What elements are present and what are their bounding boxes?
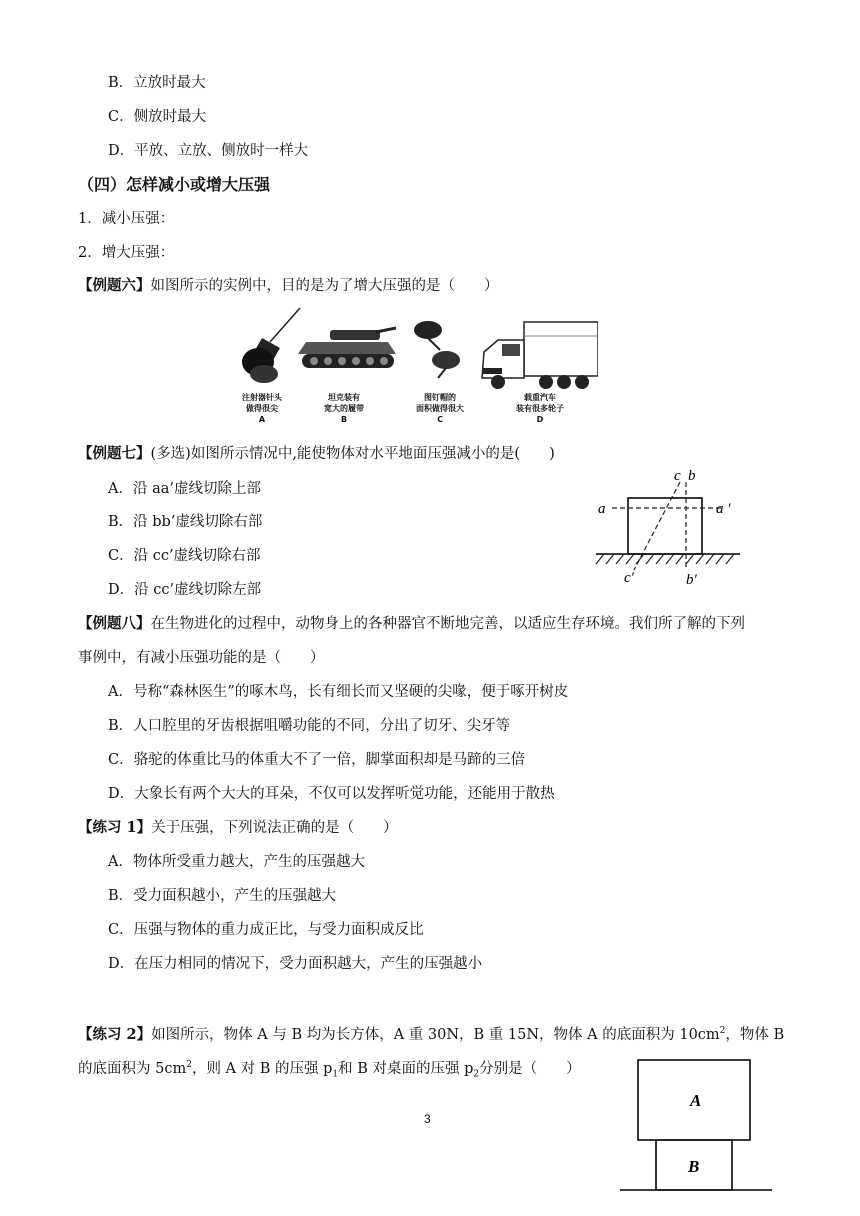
ex8-option-d: D．大象长有两个大大的耳朵，不仅可以发挥听觉功能，还能用于散热: [108, 786, 555, 802]
page-number: 3: [424, 1112, 431, 1126]
example-6-question: 【例题六】如图所示的实例中，目的是为了增大压强的是（ ）: [78, 277, 499, 294]
ex7-option-d: D．沿 cc’虚线切除左部: [108, 582, 262, 598]
ex7-option-c: C．沿 cc’虚线切除右部: [108, 548, 261, 564]
label-b: b: [688, 468, 696, 484]
tank-icon: [298, 328, 396, 368]
example-8-question-line1: 【例题八】在生物进化的过程中，动物身上的各种器官不断地完善，以适应生存环境。我们所了解的下列: [78, 615, 745, 632]
pr1-option-b: B．受力面积越小，产生的压强越大: [108, 888, 337, 904]
thumbtack-icon: [414, 321, 460, 378]
box-a-label: A: [690, 1091, 702, 1110]
ex8-option-c: C．骆驼的体重比马的体重大不了一倍，脚掌面积却是马蹄的三倍: [108, 752, 526, 768]
option-d: D．平放、立放、侧放时一样大: [108, 143, 309, 159]
label-c-prime: c′: [624, 570, 634, 586]
label-b-prime: b′: [686, 572, 697, 588]
example-7-question: 【例题七】(多选)如图所示情况中,能使物体对水平地面压强减小的是( ): [78, 445, 555, 462]
example-8-question-line2: 事例中，有减小压强功能的是（ ）: [78, 650, 325, 666]
pr1-option-a: A．物体所受重力越大，产生的压强越大: [108, 854, 365, 870]
option-c: C．侧放时最大: [108, 109, 207, 125]
syringe-icon: [242, 308, 300, 383]
ex7-option-b: B．沿 bb’虚线切除右部: [108, 514, 263, 530]
practice-2-question-line2: 的底面积为 $5cm^2$，则 A 对 B 的压强 $p_1$和 B 对桌面的压强 $p_2$分别是（ ）: [78, 1060, 581, 1080]
caption-a: 注射器针头 做得很尖 A: [242, 393, 282, 424]
example-7-figure: [590, 466, 750, 590]
ex8-option-b: B．人口腔里的牙齿根据咀嚼功能的不同，分出了切牙、尖牙等: [108, 718, 511, 734]
ex8-option-a: A．号称“森林医生”的啄木鸟，长有细长而又坚硬的尖喙，便于啄开树皮: [108, 684, 569, 700]
practice-2-figure: [616, 1050, 776, 1200]
label-a: a: [598, 501, 606, 517]
section-title: （四）怎样减小或增大压强: [78, 175, 271, 194]
label-c: c: [674, 468, 681, 484]
truck-icon: [482, 322, 598, 389]
caption-d: 载重汽车 装有很多轮子 D: [516, 393, 564, 424]
reduce-pressure-item: 1．减小压强：: [78, 211, 175, 227]
box-b-label: B: [688, 1157, 700, 1176]
option-b: B．立放时最大: [108, 75, 206, 91]
practice-1-question: 【练习 1】关于压强，下列说法正确的是（ ）: [78, 819, 398, 836]
caption-b: 坦克装有 宽大的履带 B: [324, 393, 364, 424]
label-a-prime: a ′: [716, 501, 731, 517]
increase-pressure-item: 2．增大压强：: [78, 245, 175, 261]
pr1-option-c: C．压强与物体的重力成正比，与受力面积成反比: [108, 922, 424, 938]
pr1-option-d: D．在压力相同的情况下，受力面积越大，产生的压强越小: [108, 956, 483, 972]
practice-2-question-line1: 【练习 2】如图所示，物体 A 与 B 均为长方体，A 重 30N，B 重 15N，物体 A 的底面积为 $10cm^2$，物体 B: [78, 1025, 785, 1043]
ex7-option-a: A．沿 aa’虚线切除上部: [108, 481, 261, 497]
caption-c: 图钉帽的 面积做得很大 C: [416, 393, 464, 424]
